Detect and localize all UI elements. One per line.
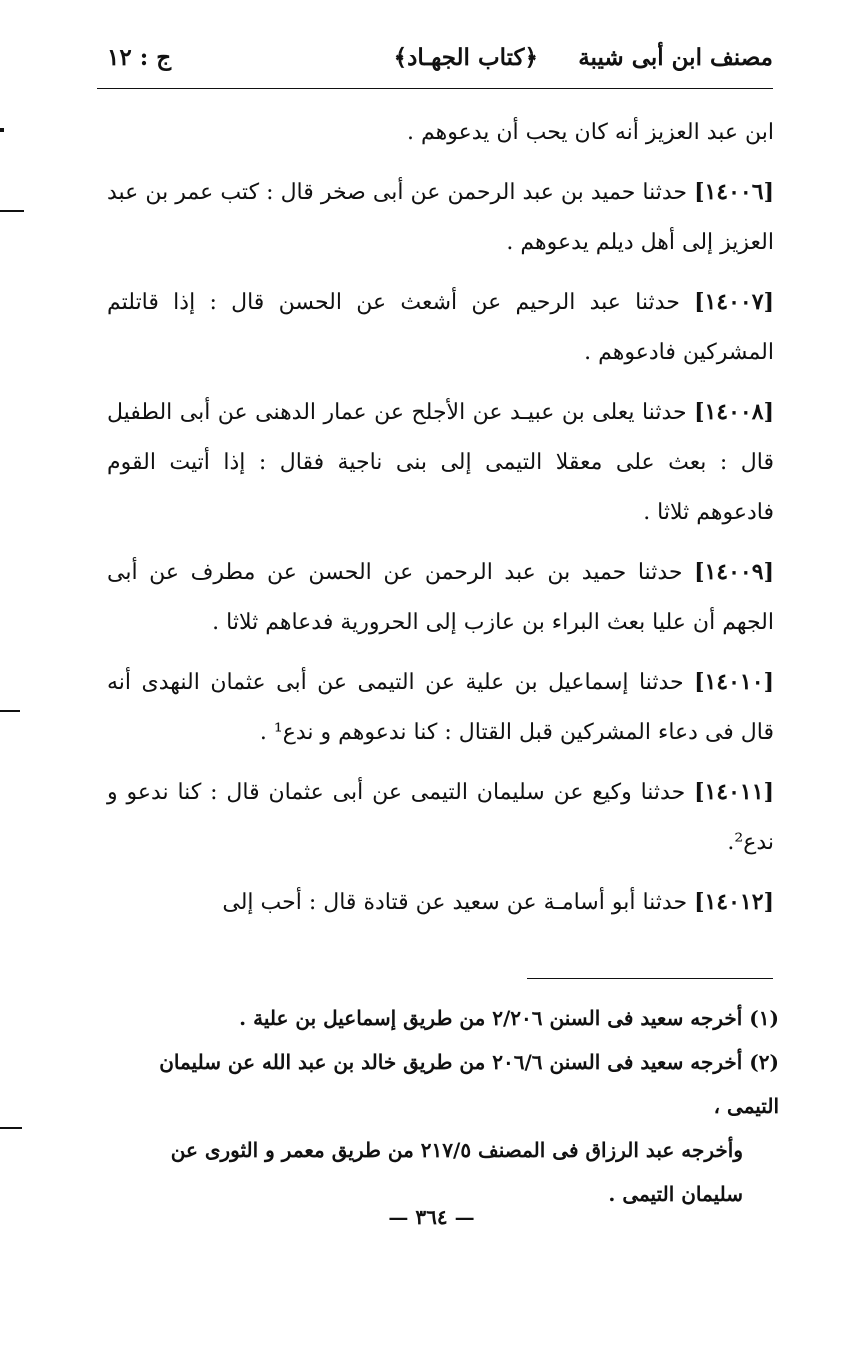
hadith-number: [١٤٠١١]: [694, 779, 774, 805]
hadith-number: [١٤٠٠٧]: [694, 289, 774, 315]
hadith-14010: [107, 657, 774, 758]
hadith-number: [١٤٠٠٩]: [694, 559, 774, 585]
hadith-text: حدثنا عبد الرحيم عن أشعث عن الحسن قال : إذا قاتلتم المشركين فادعوهم .: [107, 290, 774, 365]
footnotes: [107, 996, 779, 1216]
hadith-text: حدثنا أبو أسامـة عن سعيد عن قتادة قال : أحب إلى: [222, 890, 688, 915]
page-number: — ٣٦٤ —: [388, 1205, 475, 1229]
hadith-text: حدثنا حميد بن عبد الرحمن عن الحسن عن مطرف عن أبى الجهم أن عليا بعث البراء بن عازب إلى الحرورية فدعاهم ثلاثا .: [107, 560, 774, 635]
hadith-number: [١٤٠١٠]: [694, 669, 774, 695]
footnote-2: (٢) أخرجه سعيد فى السنن ٢٠٦/٦ من طريق خالد بن عبد الله عن سليمان التيمى ،: [159, 1050, 779, 1118]
chapter-title: ﴿كتاب الجهـاد﴾: [393, 44, 538, 71]
hadith-text: حدثنا وكيع عن سليمان التيمى عن أبى عثمان قال : كنا ندعو و ندع².: [107, 780, 774, 855]
opening-line: ابن عبد العزيز أنه كان يحب أن يدعوهم .: [406, 120, 774, 145]
footnote-2-continued: وأخرجه عبد الرزاق فى المصنف ٢١٧/٥ من طريق معمر و الثورى عن سليمان التيمى .: [170, 1138, 743, 1206]
header-divider: [97, 88, 773, 89]
hadith-14008: [107, 387, 774, 538]
margin-mark: [0, 710, 20, 712]
hadith-14007: [107, 277, 774, 378]
hadith-text: حدثنا يعلى بن عبيـد عن الأجلح عن عمار الدهنى عن أبى الطفيل قال : بعث على معقلا التيمى إلى بنى ناجية فقال : إذا أتيت القوم فادعوهم ثلاثا .: [107, 400, 774, 525]
hadith-14012: [107, 877, 774, 928]
margin-mark: [0, 210, 24, 212]
hadith-14011: [107, 767, 774, 868]
hadith-text: حدثنا إسماعيل بن علية عن التيمى عن أبى عثمان النهدى أنه قال فى دعاء المشركين قبل القتال : كنا ندعوهم و ندع¹ .: [107, 670, 774, 745]
hadith-14009: [107, 547, 774, 648]
book-title: مصنف ابن أبى شيبة: [578, 44, 773, 71]
hadith-number: [١٤٠٠٨]: [694, 399, 774, 425]
margin-mark: [0, 1127, 22, 1129]
hadith-14006: [107, 167, 774, 268]
footnote-1: (١) أخرجه سعيد فى السنن ٢/٢٠٦ من طريق إسماعيل بن علية .: [239, 1006, 779, 1030]
hadith-number: [١٤٠١٢]: [694, 889, 774, 915]
footnote-divider: [527, 978, 773, 979]
page-header: [97, 38, 773, 86]
hadith-number: [١٤٠٠٦]: [694, 179, 774, 205]
margin-mark: [0, 128, 4, 132]
hadith-text: حدثنا حميد بن عبد الرحمن عن أبى صخر قال : كتب عمر بن عبد العزيز إلى أهل ديلم يدعوهم .: [107, 180, 774, 255]
volume-number: ج : ١٢: [107, 44, 172, 71]
main-text: [107, 108, 774, 937]
